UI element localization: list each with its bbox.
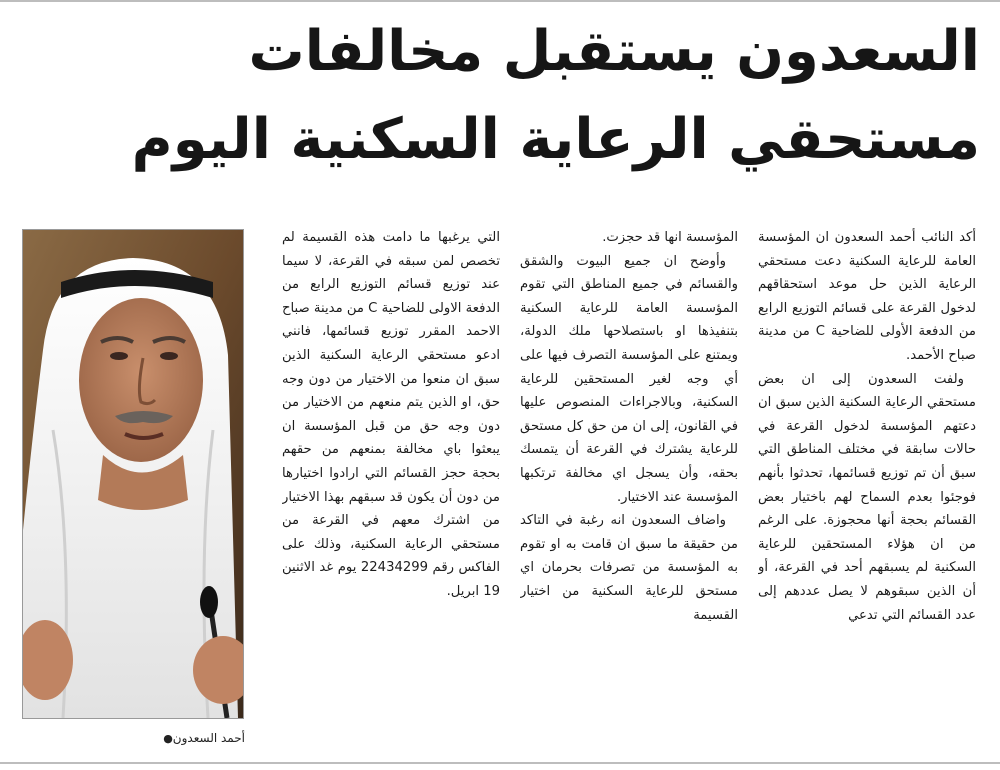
headline-line-1: السعدون يستقبل مخالفات [248, 19, 980, 84]
article-column-1 [758, 226, 976, 746]
portrait-photo [22, 229, 244, 719]
headline-line-2: مستحقي الرعاية السكنية اليوم [131, 107, 980, 172]
paragraph: التي يرغبها ما دامت هذه القسيمة لم تخصص لمن سبقه في القرعة، لا سيما عند توزيع قسائم التوزيع الرابع من الدفعة الاولى للضاحية C من مدينة صباح الاحمد المقرر توزيع قسائمها، فانني ادعو مستحقي الرعاية السكنية الذين سبق ان منعوا من الاختيار من دون وجه حق، او الذين يتم منعهم من الاختيار من دون وجه حق من قبل المؤسسة ان يبعثوا باي مخالفة بمنعهم من حقهم بحجة حجز القسائم التي ارادوا اختيارها من دون أن يكون قد سبقهم بهذا الاختيار من اشترك معهم في القرعة من مستحقي الرعاية السكنية، وذلك على الفاكس رقم 22434299 يوم غد الاثنين 19 ابريل. [282, 230, 500, 599]
caption-text: أحمد السعدون [172, 731, 245, 745]
paragraph: واضاف السعدون انه رغبة في التاكد من حقيقة ما سبق ان قامت به او تقوم به المؤسسة من تصرفات بحرمان اي مستحق للرعاية السكنية من اختيار القسيمة [520, 513, 738, 623]
bottom-border [0, 762, 1000, 764]
article-column-2 [520, 226, 738, 746]
paragraph: وأوضح ان جميع البيوت والشقق والقسائم في جميع المناطق التي تقوم المؤسسة العامة للرعاية السكنية بتنفيذها او باستصلاحها ملك الدولة، ويمتنع على المؤسسة التصرف فيها على أي وجه لغير المستحقين للرعاية السكنية، وبالاجراءات المنصوص عليها في القانون، إلى ان من حق كل مستحق للرعاية يشترك في القرعة أن يتمسك بحقه، وأن يسجل اي مخالفة ترتكبها المؤسسة عند الاختيار. [520, 253, 738, 505]
paragraph: ولفت السعدون إلى ان بعض مستحقي الرعاية السكنية الذين سبق ان دعتهم المؤسسة لدخول القرعة في حالات سابقة في مختلف المناطق التي سبق أن تم توزيع قسائمها، تحدثوا بأنهم فوجئوا بعدم السماح لهم باختيار بعض القسائم بحجة أنها محجوزة. على الرغم من ان هؤلاء المستحقين للرعاية السكنية لم يسبقهم أحد في القرعة، أو أن الذين سبقوهم لا يصل عددهم إلى عدد القسائم التي تدعي [758, 371, 976, 623]
bullet-icon: ● [163, 732, 173, 745]
paragraph: المؤسسة انها قد حجزت. [602, 230, 738, 245]
article-column-3 [282, 226, 500, 746]
paragraph: أكد النائب أحمد السعدون ان المؤسسة العامة للرعاية السكنية دعت مستحقي الرعاية الذين حل موعد استحقاقهم لدخول القرعة على قسائم التوزيع الرابع من الدفعة الأولى للضاحية C من مدينة صباح الأحمد. [758, 230, 976, 363]
top-border [0, 0, 1000, 2]
photo-caption [130, 731, 245, 745]
